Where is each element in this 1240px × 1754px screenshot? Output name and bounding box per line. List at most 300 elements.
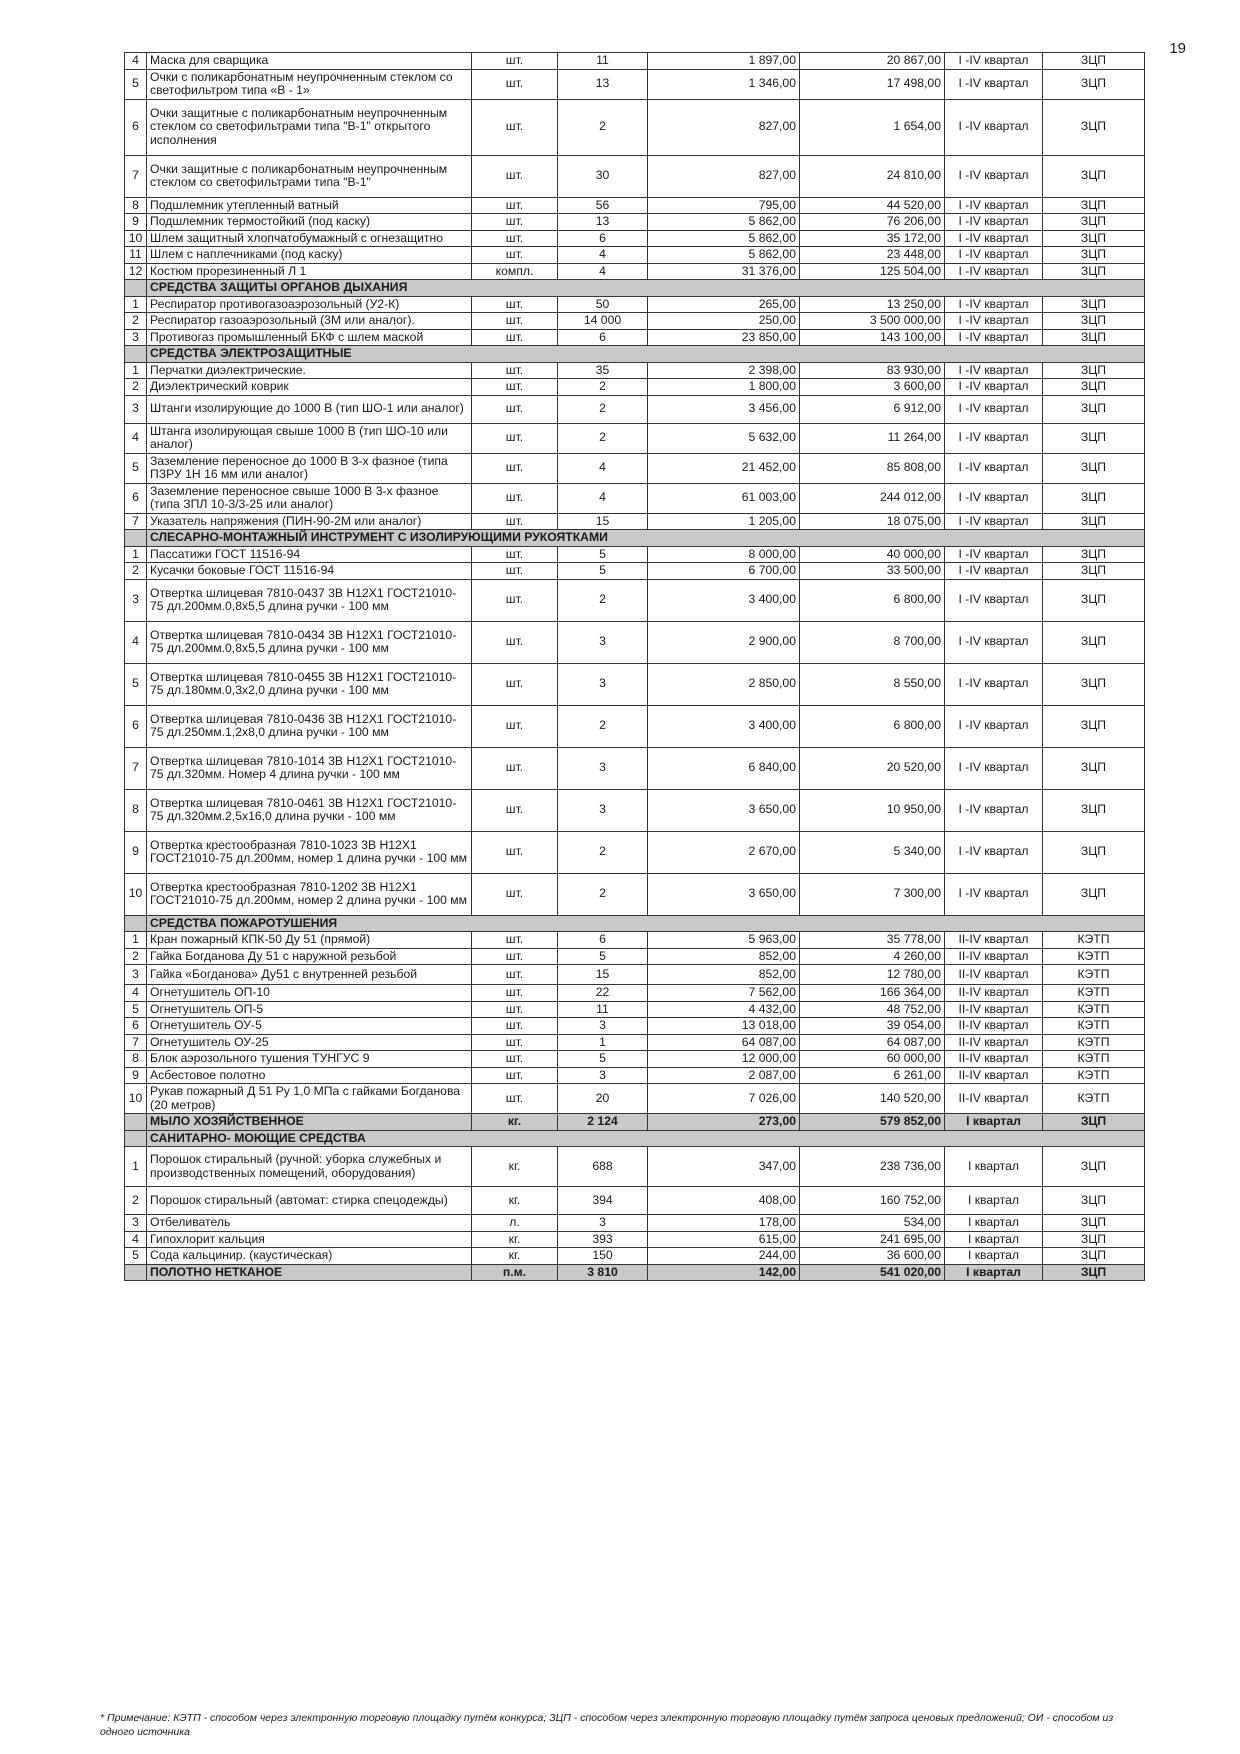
quantity: 4 xyxy=(558,453,648,483)
table-row xyxy=(125,1051,1145,1068)
row-number: 4 xyxy=(125,985,147,1002)
procurement-method: ЗЦП xyxy=(1043,1147,1145,1187)
procurement-method: ЗЦП xyxy=(1043,379,1145,396)
unit-price: 178,00 xyxy=(648,1215,800,1232)
row-number: 2 xyxy=(125,1187,147,1215)
unit-price: 7 026,00 xyxy=(648,1084,800,1114)
delivery-period: II-IV квартал xyxy=(945,932,1043,949)
quantity: 56 xyxy=(558,197,648,214)
procurement-method: ЗЦП xyxy=(1043,197,1145,214)
unit: шт. xyxy=(472,69,558,99)
row-number: 6 xyxy=(125,483,147,513)
procurement-method: КЭТП xyxy=(1043,1018,1145,1035)
section-spacer xyxy=(125,280,147,297)
item-name: Отвертка шлицевая 7810-0455 3В Н12Х1 ГОСТ21010-75 дл.180мм.0,3х2,0 длина ручки - 100 мм xyxy=(147,663,472,705)
item-name: Отвертка шлицевая 7810-0437 3В Н12Х1 ГОСТ21010-75 дл.200мм.0,8х5,5 длина ручки - 100 мм xyxy=(147,579,472,621)
unit-price: 142,00 xyxy=(648,1264,800,1281)
table-row xyxy=(125,546,1145,563)
unit-price: 3 650,00 xyxy=(648,789,800,831)
procurement-method: КЭТП xyxy=(1043,1067,1145,1084)
procurement-method: ЗЦП xyxy=(1043,214,1145,231)
total-sum: 166 364,00 xyxy=(800,985,945,1002)
total-sum: 48 752,00 xyxy=(800,1001,945,1018)
quantity: 688 xyxy=(558,1147,648,1187)
item-name: Огнетушитель ОУ-5 xyxy=(147,1018,472,1035)
unit: шт. xyxy=(472,247,558,264)
unit: шт. xyxy=(472,831,558,873)
item-name: Пассатижи ГОСТ 11516-94 xyxy=(147,546,472,563)
procurement-method: ЗЦП xyxy=(1043,329,1145,346)
unit-price: 31 376,00 xyxy=(648,263,800,280)
unit: шт. xyxy=(472,155,558,197)
unit-price: 5 862,00 xyxy=(648,247,800,264)
row-number: 10 xyxy=(125,1084,147,1114)
unit-price: 2 670,00 xyxy=(648,831,800,873)
delivery-period: I -IV квартал xyxy=(945,546,1043,563)
quantity: 2 xyxy=(558,395,648,423)
delivery-period: I -IV квартал xyxy=(945,423,1043,453)
row-number: 8 xyxy=(125,1051,147,1068)
table-row xyxy=(125,965,1145,985)
item-name: Гайка Богданова Ду 51 с наружной резьбой xyxy=(147,948,472,965)
delivery-period: I -IV квартал xyxy=(945,197,1043,214)
row-number: 5 xyxy=(125,663,147,705)
row-number: 12 xyxy=(125,263,147,280)
item-name: Гипохлорит кальция xyxy=(147,1231,472,1248)
item-name: Шлем с наплечниками (под каску) xyxy=(147,247,472,264)
section-title: СЛЕСАРНО-МОНТАЖНЫЙ ИНСТРУМЕНТ С ИЗОЛИРУЮЩИМИ РУКОЯТКАМИ xyxy=(147,530,1145,547)
total-sum: 11 264,00 xyxy=(800,423,945,453)
unit-price: 273,00 xyxy=(648,1114,800,1131)
item-name: Гайка «Богданова» Ду51 с внутренней резьбой xyxy=(147,965,472,985)
item-name: Отвертка крестообразная 7810-1023 3В Н12Х1 ГОСТ21010-75 дл.200мм, номер 1 длина ручки - 100 мм xyxy=(147,831,472,873)
item-name: Рукав пожарный Д 51 Ру 1,0 МПа с гайками Богданова (20 метров) xyxy=(147,1084,472,1114)
total-sum: 76 206,00 xyxy=(800,214,945,231)
procurement-method: ЗЦП xyxy=(1043,831,1145,873)
quantity: 2 124 xyxy=(558,1114,648,1131)
quantity: 3 xyxy=(558,1067,648,1084)
table-row xyxy=(125,313,1145,330)
item-name: Шлем защитный хлопчатобумажный с огнезащитно xyxy=(147,230,472,247)
table-row xyxy=(125,1084,1145,1114)
unit: кг. xyxy=(472,1114,558,1131)
procurement-method: ЗЦП xyxy=(1043,1187,1145,1215)
quantity: 14 000 xyxy=(558,313,648,330)
total-sum: 241 695,00 xyxy=(800,1231,945,1248)
delivery-period: I квартал xyxy=(945,1264,1043,1281)
unit: шт. xyxy=(472,873,558,915)
quantity: 13 xyxy=(558,214,648,231)
quantity: 3 xyxy=(558,747,648,789)
row-number: 4 xyxy=(125,621,147,663)
delivery-period: I квартал xyxy=(945,1187,1043,1215)
item-name: Порошок стиральный (ручной: уборка служебных и производственных помещений, оборудования) xyxy=(147,1147,472,1187)
unit-price: 3 400,00 xyxy=(648,705,800,747)
procurement-table xyxy=(124,52,1145,1281)
quantity: 393 xyxy=(558,1231,648,1248)
table-row xyxy=(125,1067,1145,1084)
total-sum: 140 520,00 xyxy=(800,1084,945,1114)
total-sum: 60 000,00 xyxy=(800,1051,945,1068)
delivery-period: I -IV квартал xyxy=(945,313,1043,330)
unit: шт. xyxy=(472,329,558,346)
unit-price: 12 000,00 xyxy=(648,1051,800,1068)
row-number: 8 xyxy=(125,197,147,214)
table-row xyxy=(125,247,1145,264)
unit: п.м. xyxy=(472,1264,558,1281)
total-sum: 1 654,00 xyxy=(800,99,945,155)
procurement-method: ЗЦП xyxy=(1043,53,1145,70)
item-name: Кран пожарный КПК-50 Ду 51 (прямой) xyxy=(147,932,472,949)
item-name: Заземление переносное до 1000 В 3-х фазное (типа ПЗРУ 1Н 16 мм или аналог) xyxy=(147,453,472,483)
procurement-method: ЗЦП xyxy=(1043,579,1145,621)
item-name: Отвертка шлицевая 7810-1014 3В Н12Х1 ГОСТ21010-75 дл.320мм. Номер 4 длина ручки - 100 мм xyxy=(147,747,472,789)
procurement-method: ЗЦП xyxy=(1043,423,1145,453)
table-row xyxy=(125,99,1145,155)
total-sum: 23 448,00 xyxy=(800,247,945,264)
procurement-method: ЗЦП xyxy=(1043,362,1145,379)
table-row xyxy=(125,1231,1145,1248)
delivery-period: I -IV квартал xyxy=(945,247,1043,264)
row-number: 10 xyxy=(125,873,147,915)
quantity: 3 xyxy=(558,1215,648,1232)
procurement-method: ЗЦП xyxy=(1043,1264,1145,1281)
table-row xyxy=(125,155,1145,197)
section-header xyxy=(125,1130,1145,1147)
row-number: 9 xyxy=(125,1067,147,1084)
item-name: Подшлемник термостойкий (под каску) xyxy=(147,214,472,231)
delivery-period: I квартал xyxy=(945,1248,1043,1265)
quantity: 5 xyxy=(558,1051,648,1068)
quantity: 2 xyxy=(558,705,648,747)
unit: шт. xyxy=(472,1084,558,1114)
unit-price: 1 897,00 xyxy=(648,53,800,70)
unit-price: 4 432,00 xyxy=(648,1001,800,1018)
total-sum: 6 800,00 xyxy=(800,579,945,621)
delivery-period: I -IV квартал xyxy=(945,395,1043,423)
unit-price: 250,00 xyxy=(648,313,800,330)
table-row xyxy=(125,1114,1145,1131)
table-row xyxy=(125,197,1145,214)
table-row xyxy=(125,296,1145,313)
row-number: 4 xyxy=(125,423,147,453)
item-name: Отбеливатель xyxy=(147,1215,472,1232)
unit: шт. xyxy=(472,663,558,705)
row-number xyxy=(125,1264,147,1281)
item-name: Заземление переносное свыше 1000 В 3-х фазное (типа ЗПЛ 10-3/3-25 или аналог) xyxy=(147,483,472,513)
total-sum: 160 752,00 xyxy=(800,1187,945,1215)
delivery-period: I -IV квартал xyxy=(945,663,1043,705)
total-sum: 4 260,00 xyxy=(800,948,945,965)
unit-price: 852,00 xyxy=(648,948,800,965)
unit: шт. xyxy=(472,546,558,563)
delivery-period: II-IV квартал xyxy=(945,1067,1043,1084)
unit-price: 244,00 xyxy=(648,1248,800,1265)
unit-price: 795,00 xyxy=(648,197,800,214)
item-name: Очки защитные с поликарбонатным неупрочненным стеклом со светофильтрами типа "В-1" открытого исполнения xyxy=(147,99,472,155)
quantity: 2 xyxy=(558,873,648,915)
section-header xyxy=(125,346,1145,363)
unit-price: 5 632,00 xyxy=(648,423,800,453)
table-row xyxy=(125,513,1145,530)
quantity: 30 xyxy=(558,155,648,197)
delivery-period: I -IV квартал xyxy=(945,579,1043,621)
row-number: 1 xyxy=(125,296,147,313)
table-row xyxy=(125,985,1145,1002)
unit: шт. xyxy=(472,965,558,985)
unit-price: 5 862,00 xyxy=(648,214,800,231)
total-sum: 238 736,00 xyxy=(800,1147,945,1187)
unit: кг. xyxy=(472,1187,558,1215)
unit: л. xyxy=(472,1215,558,1232)
delivery-period: II-IV квартал xyxy=(945,1051,1043,1068)
unit: кг. xyxy=(472,1248,558,1265)
delivery-period: I -IV квартал xyxy=(945,621,1043,663)
section-title: СРЕДСТВА ЗАЩИТЫ ОРГАНОВ ДЫХАНИЯ xyxy=(147,280,1145,297)
delivery-period: I -IV квартал xyxy=(945,513,1043,530)
row-number: 7 xyxy=(125,155,147,197)
row-number: 2 xyxy=(125,379,147,396)
unit: шт. xyxy=(472,579,558,621)
item-name: Указатель напряжения (ПИН-90-2М или аналог) xyxy=(147,513,472,530)
item-name: Подшлемник утепленный ватный xyxy=(147,197,472,214)
table-row xyxy=(125,932,1145,949)
table-row xyxy=(125,214,1145,231)
item-name: Маска для сварщика xyxy=(147,53,472,70)
table-row xyxy=(125,621,1145,663)
unit: шт. xyxy=(472,1067,558,1084)
row-number: 5 xyxy=(125,453,147,483)
table-row xyxy=(125,423,1145,453)
delivery-period: I -IV квартал xyxy=(945,483,1043,513)
table-row xyxy=(125,329,1145,346)
procurement-method: ЗЦП xyxy=(1043,789,1145,831)
delivery-period: I -IV квартал xyxy=(945,379,1043,396)
procurement-method: ЗЦП xyxy=(1043,663,1145,705)
item-name: Очки защитные с поликарбонатным неупрочненным стеклом со светофильтрами типа "В-1" xyxy=(147,155,472,197)
procurement-method: КЭТП xyxy=(1043,1001,1145,1018)
unit: шт. xyxy=(472,423,558,453)
delivery-period: I -IV квартал xyxy=(945,230,1043,247)
procurement-method: ЗЦП xyxy=(1043,99,1145,155)
quantity: 3 xyxy=(558,621,648,663)
unit: шт. xyxy=(472,1001,558,1018)
row-number: 9 xyxy=(125,831,147,873)
unit-price: 2 850,00 xyxy=(648,663,800,705)
unit-price: 265,00 xyxy=(648,296,800,313)
row-number: 5 xyxy=(125,1001,147,1018)
total-sum: 83 930,00 xyxy=(800,362,945,379)
row-number: 2 xyxy=(125,313,147,330)
section-title: СРЕДСТВА ПОЖАРОТУШЕНИЯ xyxy=(147,915,1145,932)
section-header xyxy=(125,280,1145,297)
row-number: 3 xyxy=(125,965,147,985)
unit-price: 852,00 xyxy=(648,965,800,985)
delivery-period: I -IV квартал xyxy=(945,99,1043,155)
table-row xyxy=(125,1215,1145,1232)
quantity: 3 xyxy=(558,663,648,705)
unit: шт. xyxy=(472,747,558,789)
quantity: 13 xyxy=(558,69,648,99)
total-sum: 85 808,00 xyxy=(800,453,945,483)
unit-price: 827,00 xyxy=(648,155,800,197)
procurement-method: ЗЦП xyxy=(1043,873,1145,915)
procurement-method: ЗЦП xyxy=(1043,247,1145,264)
total-sum: 24 810,00 xyxy=(800,155,945,197)
quantity: 15 xyxy=(558,513,648,530)
total-sum: 40 000,00 xyxy=(800,546,945,563)
unit-price: 5 963,00 xyxy=(648,932,800,949)
row-number: 3 xyxy=(125,579,147,621)
procurement-method: ЗЦП xyxy=(1043,513,1145,530)
table-row xyxy=(125,53,1145,70)
delivery-period: I -IV квартал xyxy=(945,705,1043,747)
total-sum: 541 020,00 xyxy=(800,1264,945,1281)
unit-price: 1 205,00 xyxy=(648,513,800,530)
unit-price: 6 840,00 xyxy=(648,747,800,789)
table-row xyxy=(125,873,1145,915)
procurement-method: КЭТП xyxy=(1043,985,1145,1002)
row-number: 3 xyxy=(125,395,147,423)
page-number: 19 xyxy=(1169,40,1186,57)
delivery-period: II-IV квартал xyxy=(945,1084,1043,1114)
item-name: Огнетушитель ОП-5 xyxy=(147,1001,472,1018)
procurement-method: ЗЦП xyxy=(1043,453,1145,483)
total-sum: 125 504,00 xyxy=(800,263,945,280)
quantity: 22 xyxy=(558,985,648,1002)
section-title: СРЕДСТВА ЭЛЕКТРОЗАЩИТНЫЕ xyxy=(147,346,1145,363)
table-row xyxy=(125,1187,1145,1215)
total-sum: 8 700,00 xyxy=(800,621,945,663)
row-number: 2 xyxy=(125,563,147,580)
item-name: Огнетушитель ОП-10 xyxy=(147,985,472,1002)
unit: шт. xyxy=(472,621,558,663)
delivery-period: I -IV квартал xyxy=(945,873,1043,915)
unit: шт. xyxy=(472,313,558,330)
unit-price: 827,00 xyxy=(648,99,800,155)
procurement-method: ЗЦП xyxy=(1043,230,1145,247)
section-title: САНИТАРНО- МОЮЩИЕ СРЕДСТВА xyxy=(147,1130,1145,1147)
row-number: 8 xyxy=(125,789,147,831)
section-spacer xyxy=(125,530,147,547)
total-sum: 64 087,00 xyxy=(800,1034,945,1051)
row-number: 3 xyxy=(125,329,147,346)
procurement-method: ЗЦП xyxy=(1043,155,1145,197)
delivery-period: II-IV квартал xyxy=(945,1018,1043,1035)
quantity: 4 xyxy=(558,263,648,280)
unit-price: 64 087,00 xyxy=(648,1034,800,1051)
item-name: Блок аэрозольного тушения ТУНГУС 9 xyxy=(147,1051,472,1068)
section-spacer xyxy=(125,346,147,363)
total-sum: 143 100,00 xyxy=(800,329,945,346)
item-name: Штанга изолирующая свыше 1000 В (тип ШО-10 или аналог) xyxy=(147,423,472,453)
delivery-period: II-IV квартал xyxy=(945,965,1043,985)
delivery-period: II-IV квартал xyxy=(945,985,1043,1002)
unit-price: 5 862,00 xyxy=(648,230,800,247)
total-sum: 44 520,00 xyxy=(800,197,945,214)
item-name: Сода кальцинир. (каустическая) xyxy=(147,1248,472,1265)
unit-price: 6 700,00 xyxy=(648,563,800,580)
unit-price: 7 562,00 xyxy=(648,985,800,1002)
quantity: 394 xyxy=(558,1187,648,1215)
row-number: 3 xyxy=(125,1215,147,1232)
delivery-period: I -IV квартал xyxy=(945,53,1043,70)
table-row xyxy=(125,563,1145,580)
delivery-period: I -IV квартал xyxy=(945,362,1043,379)
unit: кг. xyxy=(472,1231,558,1248)
table-row xyxy=(125,1264,1145,1281)
procurement-method: ЗЦП xyxy=(1043,546,1145,563)
total-sum: 3 500 000,00 xyxy=(800,313,945,330)
delivery-period: I квартал xyxy=(945,1231,1043,1248)
item-name: Порошок стиральный (автомат: стирка спецодежды) xyxy=(147,1187,472,1215)
row-number: 10 xyxy=(125,230,147,247)
row-number: 7 xyxy=(125,747,147,789)
unit: шт. xyxy=(472,563,558,580)
row-number: 6 xyxy=(125,705,147,747)
unit: шт. xyxy=(472,214,558,231)
item-name: Отвертка шлицевая 7810-0434 3В Н12Х1 ГОСТ21010-75 дл.200мм.0,8х5,5 длина ручки - 100 мм xyxy=(147,621,472,663)
unit-price: 13 018,00 xyxy=(648,1018,800,1035)
delivery-period: I квартал xyxy=(945,1215,1043,1232)
unit: шт. xyxy=(472,513,558,530)
procurement-method: ЗЦП xyxy=(1043,263,1145,280)
table-row xyxy=(125,1018,1145,1035)
total-sum: 39 054,00 xyxy=(800,1018,945,1035)
total-sum: 18 075,00 xyxy=(800,513,945,530)
quantity: 150 xyxy=(558,1248,648,1265)
unit-price: 23 850,00 xyxy=(648,329,800,346)
delivery-period: I -IV квартал xyxy=(945,453,1043,483)
procurement-method: ЗЦП xyxy=(1043,69,1145,99)
unit-price: 21 452,00 xyxy=(648,453,800,483)
delivery-period: I квартал xyxy=(945,1147,1043,1187)
quantity: 5 xyxy=(558,546,648,563)
unit-price: 3 400,00 xyxy=(648,579,800,621)
quantity: 11 xyxy=(558,53,648,70)
delivery-period: I квартал xyxy=(945,1114,1043,1131)
item-name: Респиратор противогазоаэрозольный (У2-К) xyxy=(147,296,472,313)
unit: кг. xyxy=(472,1147,558,1187)
total-sum: 244 012,00 xyxy=(800,483,945,513)
procurement-method: ЗЦП xyxy=(1043,1248,1145,1265)
section-spacer xyxy=(125,915,147,932)
quantity: 3 810 xyxy=(558,1264,648,1281)
unit: шт. xyxy=(472,932,558,949)
section-header xyxy=(125,530,1145,547)
row-number: 9 xyxy=(125,214,147,231)
quantity: 2 xyxy=(558,379,648,396)
procurement-method: КЭТП xyxy=(1043,932,1145,949)
procurement-method: ЗЦП xyxy=(1043,296,1145,313)
table-row xyxy=(125,453,1145,483)
total-sum: 12 780,00 xyxy=(800,965,945,985)
item-name: Костюм прорезиненный Л 1 xyxy=(147,263,472,280)
row-number: 2 xyxy=(125,948,147,965)
row-number: 4 xyxy=(125,53,147,70)
total-sum: 36 600,00 xyxy=(800,1248,945,1265)
unit-price: 8 000,00 xyxy=(648,546,800,563)
delivery-period: I -IV квартал xyxy=(945,747,1043,789)
unit-price: 408,00 xyxy=(648,1187,800,1215)
row-number xyxy=(125,1114,147,1131)
delivery-period: I -IV квартал xyxy=(945,296,1043,313)
procurement-method: ЗЦП xyxy=(1043,705,1145,747)
row-number: 4 xyxy=(125,1231,147,1248)
unit: компл. xyxy=(472,263,558,280)
unit: шт. xyxy=(472,453,558,483)
quantity: 6 xyxy=(558,329,648,346)
